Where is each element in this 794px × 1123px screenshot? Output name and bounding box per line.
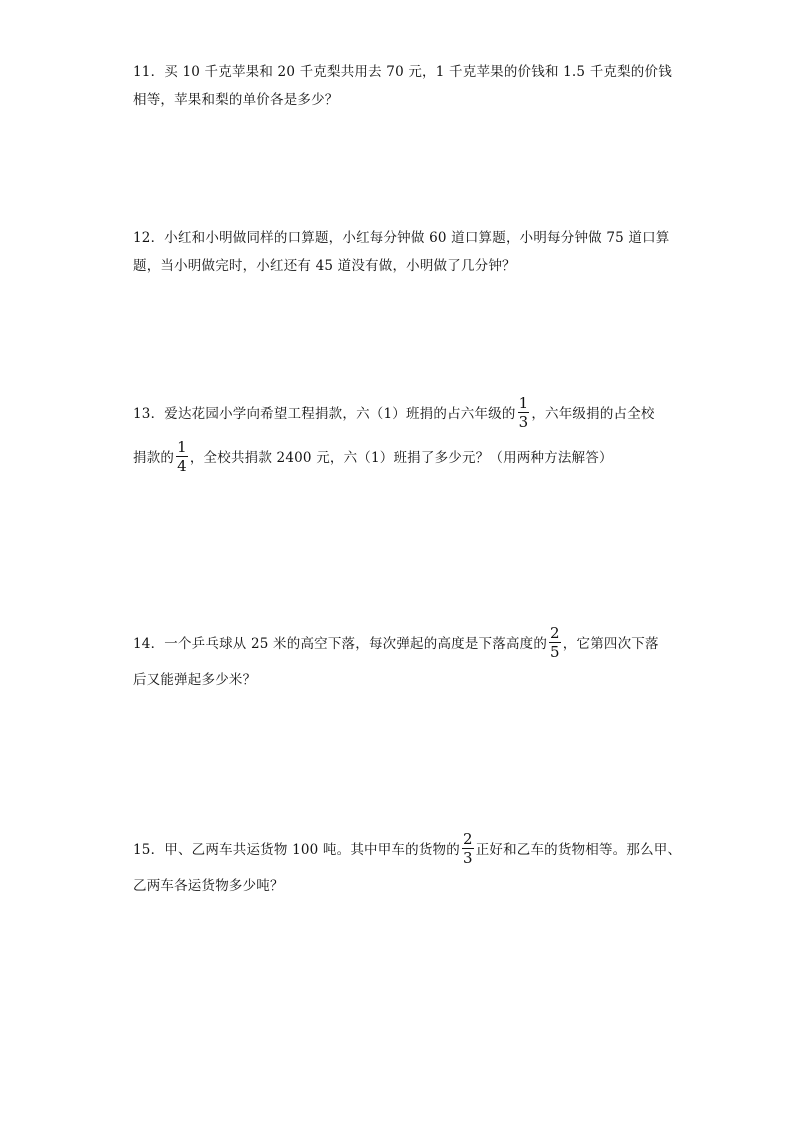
problem-13-text-d: ，全校共捐款 2400 元，六（1）班捐了多少元？（用两种方法解答）	[189, 450, 613, 466]
problem-15	[133, 828, 682, 900]
problem-12-line-1: 12．小红和小明做同样的口算题，小红每分钟做 60 道口算题，小明每分钟做 75 道口算	[133, 230, 670, 246]
problem-15-text-a: 15．甲、乙两车共运货物 100 吨。其中甲车的货物的	[133, 842, 460, 858]
problem-12	[133, 224, 670, 280]
fraction-denominator: 5	[550, 643, 560, 661]
problem-15-text-b: 正好和乙车的货物相等。那么甲、	[475, 842, 682, 858]
problem-11	[133, 58, 672, 114]
problem-14-text-b: ，它第四次下落	[562, 636, 659, 652]
problem-12-line-2: 题，当小明做完时，小红还有 45 道没有做，小明做了几分钟？	[133, 258, 516, 274]
problem-13-text-b: ，六年级捐的占全校	[531, 406, 655, 422]
fraction-two-thirds	[462, 830, 474, 867]
problem-14-line-2: 后又能弹起多少米？	[133, 672, 257, 688]
problem-15-line-1	[133, 828, 682, 872]
fraction-denominator: 3	[518, 413, 529, 431]
problem-14-line-1	[133, 622, 663, 666]
fraction-one-third	[518, 394, 530, 431]
problem-14	[133, 622, 663, 694]
fraction-numerator: 1	[177, 438, 187, 456]
fraction-denominator: 3	[462, 849, 473, 867]
problem-11-line-2: 相等，苹果和梨的单价各是多少？	[133, 92, 339, 108]
fraction-two-fifths	[549, 624, 561, 661]
fraction-numerator: 1	[518, 394, 529, 412]
fraction-numerator: 2	[462, 830, 473, 848]
problem-13-text-a: 13．爱达花园小学向希望工程捐款，六（1）班捐的占六年级的	[133, 406, 516, 422]
problem-13-line-2	[133, 436, 663, 480]
problem-13-line-1	[133, 392, 663, 436]
problem-14-text-a: 14．一个乒乓球从 25 米的高空下落，每次弹起的高度是下落高度的	[133, 636, 548, 652]
problem-13	[133, 392, 663, 480]
problem-11-line-1: 11．买 10 千克苹果和 20 千克梨共用去 70 元，1 千克苹果的价钱和 1.5 千克梨的价钱	[133, 64, 672, 80]
fraction-one-quarter	[176, 438, 188, 475]
problem-13-text-c: 捐款的	[133, 450, 175, 466]
fraction-numerator: 2	[550, 624, 560, 642]
problem-15-line-2: 乙两车各运货物多少吨？	[133, 878, 284, 894]
fraction-denominator: 4	[177, 457, 187, 475]
